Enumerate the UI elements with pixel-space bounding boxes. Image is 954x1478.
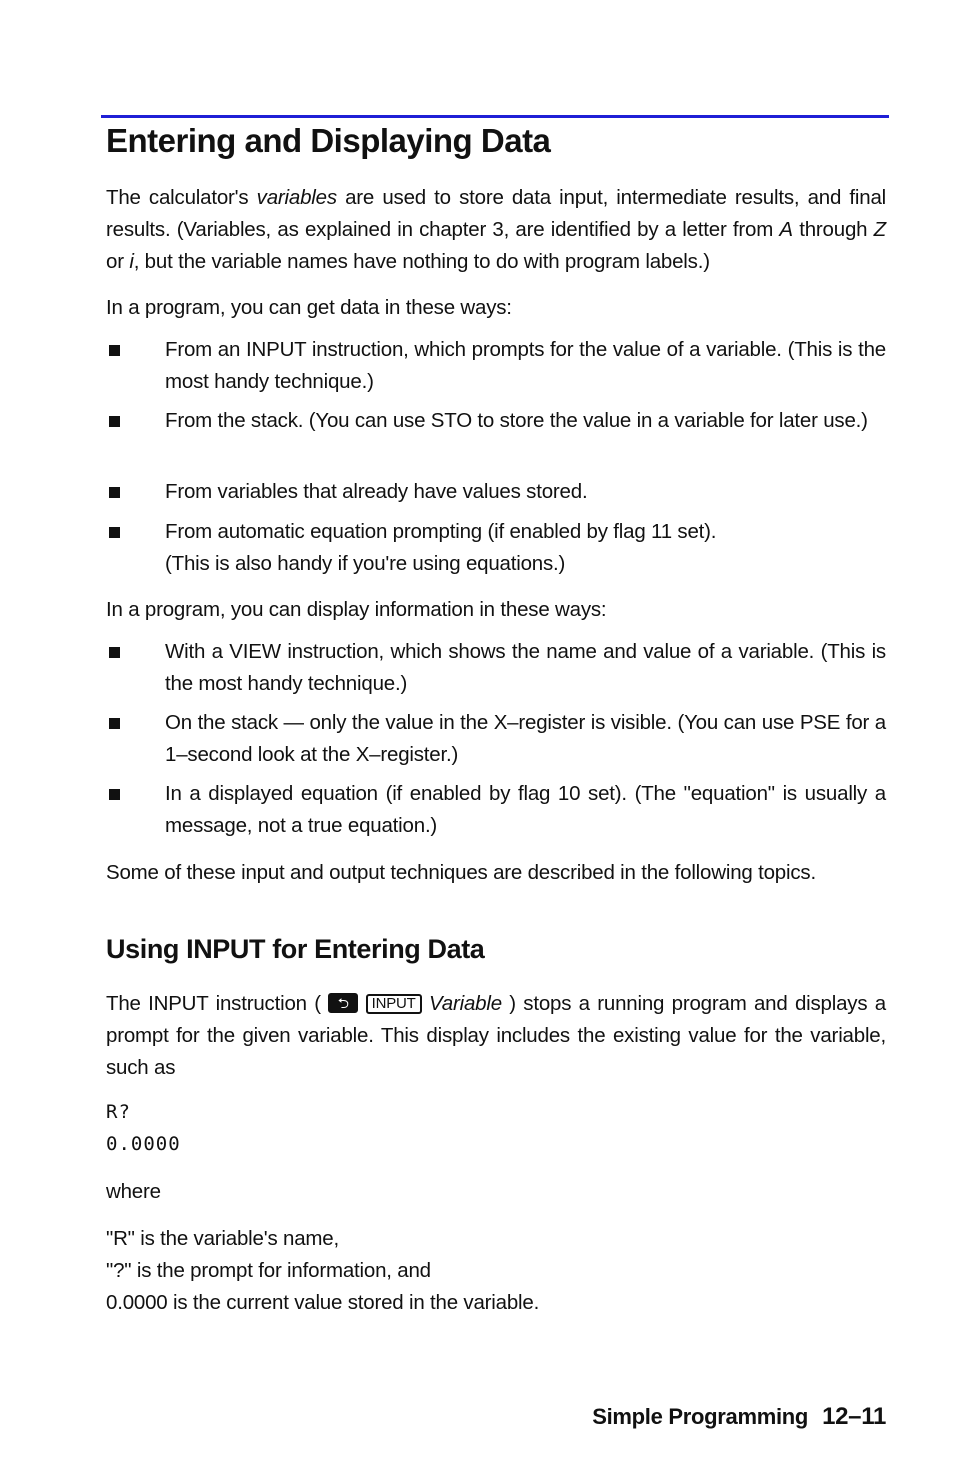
shift-key-glyph: ⮌ bbox=[337, 995, 349, 1011]
list-item bbox=[106, 707, 886, 771]
input-text: ) stops a running program and displays a prompt for the given variable. This display includes the existing value for the variable, such as bbox=[106, 992, 886, 1079]
list-item bbox=[106, 334, 886, 398]
bullet-icon bbox=[109, 416, 120, 427]
bullet-icon bbox=[109, 527, 120, 538]
list-item bbox=[106, 476, 886, 508]
intro-text: are used to store data input, intermediate results, and final results. (Variables, as explained in chapter 3, are identified by a letter from bbox=[106, 186, 886, 241]
intro-text: , but the variable names have nothing to do with program labels.) bbox=[133, 250, 710, 273]
list-item-text: From the stack. (You can use STO to store the value in a variable for later use.) bbox=[165, 409, 868, 432]
subsection-title: Using INPUT for Entering Data bbox=[106, 934, 485, 964]
left-shift-key-icon bbox=[328, 993, 358, 1013]
list-item-text: From variables that already have values stored. bbox=[165, 480, 588, 503]
intro-emphasis: Z bbox=[873, 218, 886, 241]
intro-emphasis: A bbox=[779, 218, 793, 241]
input-paragraph bbox=[106, 988, 886, 1084]
list-item bbox=[106, 405, 886, 437]
input-text: The INPUT instruction ( bbox=[106, 992, 329, 1015]
list-item-text: In a displayed equation (if enabled by flag 10 set). (The "equation" is usually a message, not a true equation.) bbox=[165, 782, 886, 837]
intro-emphasis: variables bbox=[256, 186, 337, 209]
closing-paragraph: Some of these input and output techniques are described in the following topics. bbox=[106, 861, 816, 884]
list-item-text bbox=[165, 516, 886, 580]
intro-paragraph bbox=[106, 182, 886, 278]
list-item-line: (This is also handy if you're using equations.) bbox=[165, 552, 566, 575]
bullet-icon bbox=[109, 718, 120, 729]
bullet-icon bbox=[109, 487, 120, 498]
list-item bbox=[106, 516, 886, 580]
bullet-icon bbox=[109, 647, 120, 658]
list-item bbox=[106, 636, 886, 700]
input-ways-lead: In a program, you can get data in these ways: bbox=[106, 296, 512, 319]
list-item-line: From automatic equation prompting (if enabled by flag 11 set). bbox=[165, 520, 717, 543]
list-item bbox=[106, 778, 886, 842]
display-line-1: R? bbox=[106, 1101, 131, 1123]
display-ways-lead: In a program, you can display information in these ways: bbox=[106, 598, 607, 621]
page-footer bbox=[592, 1403, 886, 1431]
bullet-icon bbox=[109, 789, 120, 800]
intro-text: or bbox=[106, 250, 130, 273]
where-text: where bbox=[106, 1180, 161, 1203]
intro-text: The calculator's bbox=[106, 186, 257, 209]
page-number: 12–11 bbox=[822, 1403, 886, 1430]
intro-emphasis: i bbox=[129, 250, 134, 273]
explanation-line: "?" is the prompt for information, and bbox=[106, 1259, 431, 1282]
input-key: INPUT bbox=[366, 994, 422, 1014]
list-item-text: From an INPUT instruction, which prompts for the value of a variable. (This is the most handy technique.) bbox=[165, 338, 886, 393]
explanation-line: 0.0000 is the current value stored in the variable. bbox=[106, 1291, 540, 1314]
intro-text: through bbox=[792, 218, 874, 241]
list-item-text: With a VIEW instruction, which shows the name and value of a variable. (This is the most handy technique.) bbox=[165, 640, 886, 695]
section-title: Entering and Displaying Data bbox=[106, 122, 551, 159]
bullet-icon bbox=[109, 345, 120, 356]
header-rule bbox=[101, 115, 889, 118]
display-line-2: 0.0000 bbox=[106, 1133, 181, 1155]
variable-emphasis: Variable bbox=[429, 992, 502, 1015]
explanation-block bbox=[106, 1223, 886, 1319]
explanation-line: "R" is the variable's name, bbox=[106, 1227, 339, 1250]
list-item-text: On the stack — only the value in the X–register is visible. (You can use PSE for a 1–second look at the X–register.) bbox=[165, 711, 886, 766]
footer-chapter: Simple Programming bbox=[592, 1404, 809, 1429]
